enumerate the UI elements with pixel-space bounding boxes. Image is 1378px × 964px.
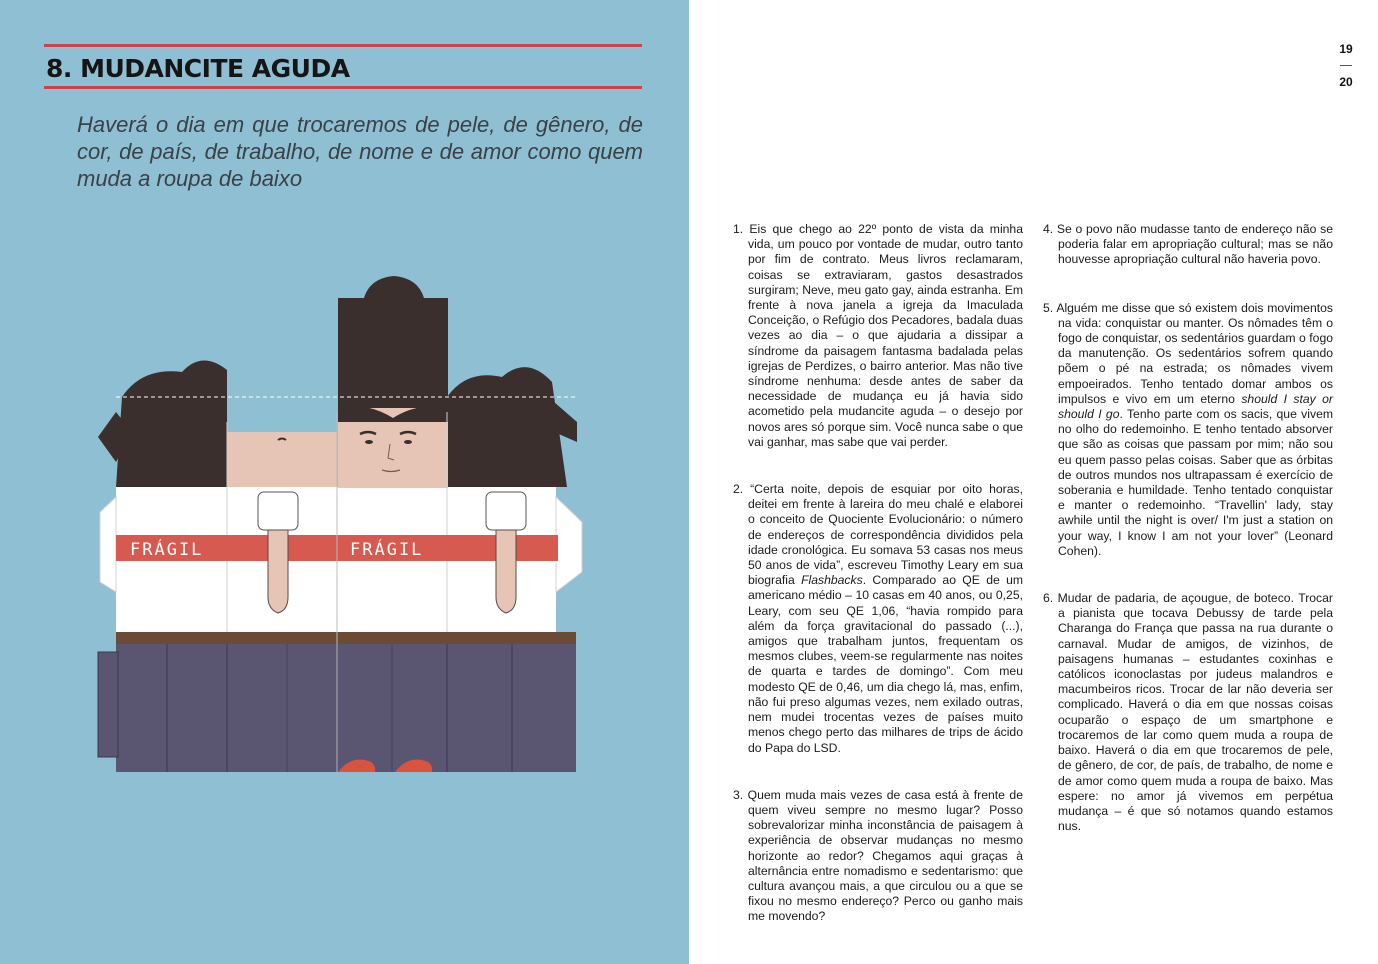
paragraph bbox=[1043, 301, 1333, 559]
paragraph-text: . Comparado ao QE de um americano médio – 10 casas em 40 anos, ou 0,25, Leary, com seu QE 1,06, “havia rompido para além da força gravitacional do passado (...), amigos que trabalham juntos, frequentam os mesmos clubes, veem-se regularmente nas noites de quarta e tardes de domingo”. Com meu modesto QE de 0,46, um dia chego lá, mas, enfim, não fui preso algumas vezes, nem exilado outras, nem mudei trocentas vezes de países muito menos chego perto das milhares de trips de ácido do Papa do LSD. bbox=[748, 573, 1024, 755]
text-column-2 bbox=[1043, 222, 1333, 834]
paragraph-text: Mudar de padaria, de açougue, de boteco. Trocar a pianista que tocava Debussy de tarde pela Charanga do França que passa na rua durante o carnaval. Mudar de amigos, de vizinhos, de paisagens humanas – estudantes coxinhas e católicos iconoclastas por judeus malandros e macumbeiros ricos. Trocar de lar não deveria ser complicado. Haverá o dia em que nossas coisas ocuparão o espaço de um smartphone e trocaremos de lar como quem muda a roupa de baixo. Haverá o dia em que trocaremos de pele, de gênero, de cor, de país, de trabalho, de nome e de amor como quem muda a roupa de baixo. Mas espere: no amor já vivemos em perpétua mudança – é que só notamos quando estamos nus. bbox=[1057, 591, 1333, 834]
fragile-box-illustration bbox=[92, 272, 584, 778]
paragraph-text: . Tenho parte com os sacis, que vivem no olho do redemoinho. E tenho tentado absorver que são as coisas que passam por mim; não sou eu quem passo pelas coisas. Saber que as órbitas de outros mundos nos ultrapassam é exercício de soberania e humildade. Tenho tentado conquistar e manter o redemoinho. “Travellin' lady, stay awhile until the night is over/ I'm just a station on your way, I know I am not your lover” (Leonard Cohen). bbox=[1058, 407, 1333, 558]
paragraph bbox=[1043, 222, 1333, 268]
paragraph-number: 5. bbox=[1043, 300, 1057, 315]
paragraph-text: Se o povo não mudasse tanto de endereço não se poderia falar em apropriação cultural; mas se não houvesse apropriação cultural não haveria povo. bbox=[1056, 222, 1333, 267]
chapter-title: 8. MUDANCITE AGUDA bbox=[46, 54, 350, 83]
hair-right-head bbox=[447, 367, 567, 487]
pants-shape bbox=[116, 642, 576, 772]
hair-left-head bbox=[116, 360, 227, 487]
paragraph bbox=[1043, 591, 1333, 834]
paragraph-number: 2. bbox=[733, 482, 751, 497]
pants-flap-left bbox=[98, 652, 118, 757]
arm-right bbox=[496, 530, 516, 613]
paragraph-text: Quem muda mais vezes de casa está à frente de quem viveu sempre no mesmo lugar? Posso sobrevalorizar minha inconstância de paisagem à experiência de observar mudanças no mesmo horizonte ao redor? Chegamos aqui graças à alternância entre nomadismo e sedentarismo: que cultura avançou mais, a que circulou ou a que se fixou no mesmo endereço? Perco ou ganho mais me movendo? bbox=[747, 787, 1023, 924]
paragraph-number: 6. bbox=[1043, 591, 1058, 606]
italic-text: should I stay or should I go bbox=[1058, 391, 1333, 422]
face-left bbox=[227, 432, 337, 487]
italic-text: Flashbacks bbox=[801, 573, 863, 588]
hair-top-block bbox=[338, 298, 448, 408]
paragraph-text: “Certa noite, depois de esquiar por oito horas, deitei em frente à lareira do meu chalé e elaborei o conceito de Quociente Evolucionário: o número de endereços de correspondência divididos pela idade cronológica. Eu somava 53 casas nos meus 50 anos de vida”, escreveu Timothy Leary em sua biografia bbox=[748, 482, 1023, 588]
text-column-1 bbox=[733, 222, 1023, 925]
paragraph-number: 4. bbox=[1043, 222, 1057, 236]
paragraph-text: Alguém me disse que só existem dois movimentos na vida: conquistar ou manter. Os nômades têm o fogo de conquistar, os sedentários guardam o fogo da manutenção. Os sedentários sofrem quando põem o pé na estrada; os nômades vivem empoeirados. Tenho tentado domar ambos os impulsos e vivo em um eterno bbox=[1056, 300, 1333, 406]
arm-left bbox=[268, 530, 288, 613]
paragraph bbox=[733, 482, 1023, 756]
paragraph bbox=[733, 222, 1023, 450]
paragraph-text: Eis que chego ao 22º ponto de vista da minha vida, um pouco por vontade de mudar, outro tanto por fim de contrato. Meus livros reclamaram, coisas se extraviaram, gastos desastrados surgiram; Neve, meu gato gay, ainda estranha. Em frente à nova janela a igreja da Imaculada Conceição, o Refúgio dos Pecadores, badala duas vezes ao dia – o que ajudaria a dissipar a síndrome da paisagem fantasma badalada pelas igrejas de Perdizes, o bairro anterior. Mas não tive síndrome nenhuma: desde antes de saber da necessidade de mudança eu já havia sido acometido pela mudancite aguda – o desejo por novos ares só porque sim. Você nunca sabe o que vai ganhar, mas sabe que vai perder. bbox=[748, 222, 1023, 449]
fragile-label-left: FRÁGIL bbox=[130, 540, 204, 560]
title-rule-top bbox=[44, 44, 642, 47]
title-rule-bottom bbox=[44, 86, 642, 89]
paragraph bbox=[733, 788, 1023, 925]
page-number-right: 20 bbox=[1339, 75, 1353, 89]
chapter-subtitle: Haverá o dia em que trocaremos de pele, de gênero, de cor, de país, de trabalho, de nome e de amor como quem muda a roupa de baixo bbox=[77, 112, 643, 191]
paragraph-number: 3. bbox=[733, 787, 748, 802]
page-number-divider bbox=[1340, 65, 1352, 66]
fragile-label-center: FRÁGIL bbox=[350, 540, 424, 560]
belt bbox=[116, 632, 576, 644]
page-numbers bbox=[1329, 42, 1363, 89]
paragraph-number: 1. bbox=[733, 222, 750, 236]
page-number-left: 19 bbox=[1339, 42, 1353, 56]
